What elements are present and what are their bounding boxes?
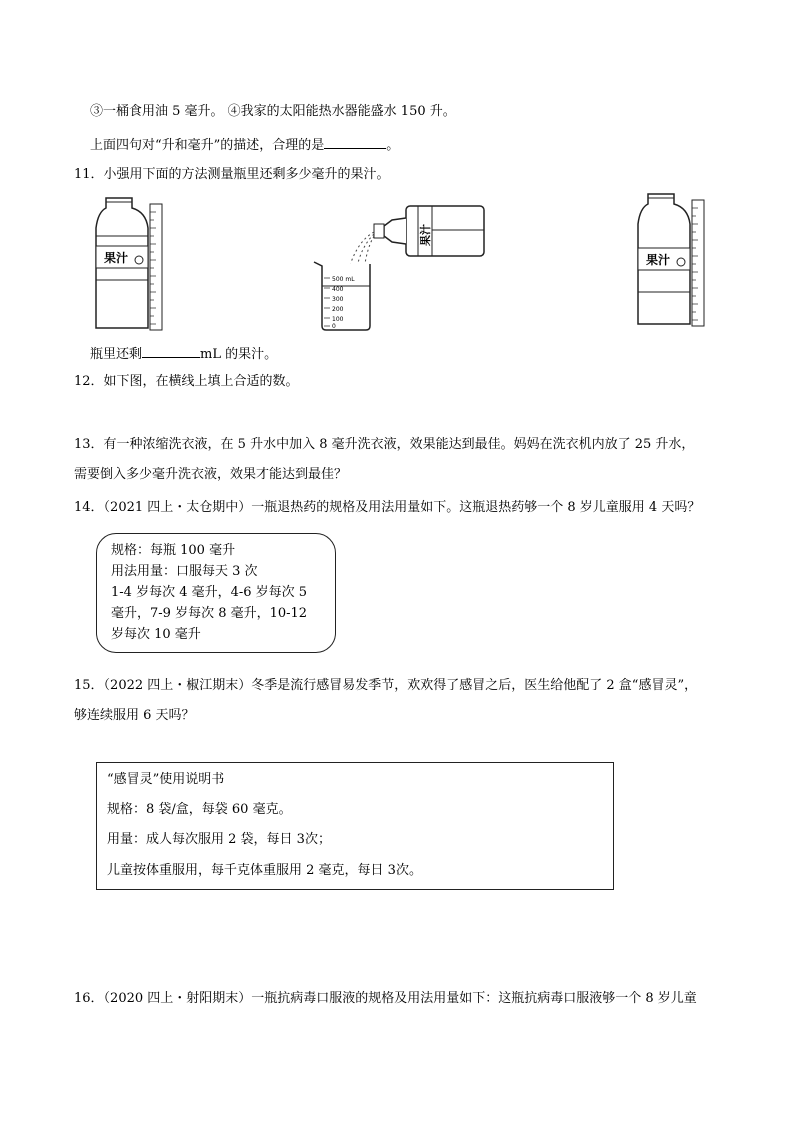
q11-answer-blank[interactable] xyxy=(142,343,200,358)
q14-box-line: 用法用量：口服每天 3 次 xyxy=(111,564,258,579)
q10-prompt-text: 上面四句对“升和毫升”的描述，合理的是 xyxy=(90,138,325,153)
q15-box-line: 规格：8 袋/盒，每袋 60 毫克。 xyxy=(107,802,292,817)
bottle-label-1: 果汁 xyxy=(104,251,129,265)
q15-box-title: “感冒灵”使用说明书 xyxy=(107,772,225,787)
q13-line-2: 需要倒入多少毫升洗衣液，效果才能达到最佳？ xyxy=(74,467,348,482)
q10-answer-blank[interactable] xyxy=(324,134,386,149)
q11-answer-unit: mL 的果汁。 xyxy=(200,347,278,362)
q15-box-line: 儿童按体重服用，每千克体重服用 2 毫克，每日 3次。 xyxy=(107,863,422,878)
q10-prompt-end: 。 xyxy=(386,138,400,153)
q13-line-1: 13．有一种浓缩洗衣液，在 5 升水中加入 8 毫升洗衣液，效果能达到最佳。妈妈在洗衣机内放了 25 升水， xyxy=(74,437,695,452)
q11-answer-text: 瓶里还剩 xyxy=(90,347,143,362)
q12-question: 12．如下图，在横线上填上合适的数。 xyxy=(74,374,299,389)
ruler-2 xyxy=(692,200,704,326)
q14-spec-box xyxy=(96,533,336,653)
q15-line-2: 够连续服用 6 天吗？ xyxy=(74,708,195,723)
q14-box-line: 规格：每瓶 100 毫升 xyxy=(111,543,236,558)
q14-box-line: 1-4 岁每次 4 毫升，4-6 岁每次 5 xyxy=(111,585,308,600)
beaker-scale-300: 300 xyxy=(332,296,344,303)
beaker-scale-500: 500 mL xyxy=(332,276,355,283)
bottle-label-2: 果汁 xyxy=(419,224,432,246)
juice-bottle-remaining-figure xyxy=(634,194,714,328)
bottle-label-3: 果汁 xyxy=(646,253,671,267)
beaker-scale-200: 200 xyxy=(332,306,344,313)
pouring-beaker-figure xyxy=(312,204,490,332)
q15-instruction-box xyxy=(96,762,614,890)
q16-line-1: 16．（2020 四上・射阳期末）一瓶抗病毒口服液的规格及用法用量如下：这瓶抗病毒口服液够一个 8 岁儿童 xyxy=(74,991,697,1006)
q10-prompt xyxy=(90,134,399,155)
q14-box-line: 岁每次 10 毫升 xyxy=(111,627,201,642)
ruler-1 xyxy=(150,204,162,330)
q15-box-line: 用量：成人每次服用 2 袋，每日 3次； xyxy=(107,832,331,847)
beaker-scale-400: 400 xyxy=(332,286,344,293)
q14-question: 14．（2021 四上・太仓期中）一瓶退热药的规格及用法用量如下。这瓶退热药够一个 8 岁儿童服用 4 天吗？ xyxy=(74,500,701,515)
q11-answer-line xyxy=(90,343,277,364)
beaker-scale-0: 0 xyxy=(332,323,336,330)
q11-question: 11．小强用下面的方法测量瓶里还剩多少毫升的果汁。 xyxy=(74,167,390,182)
juice-bottle-full-figure xyxy=(92,198,172,332)
beaker-scale-100: 100 xyxy=(332,316,344,323)
q10-options-line: ③一桶食用油 5 毫升。 ④我家的太阳能热水器能盛水 150 升。 xyxy=(90,104,456,119)
q15-line-1: 15．（2022 四上・椒江期末）冬季是流行感冒易发季节，欢欢得了感冒之后，医生给他配了 2 盒“感冒灵”， xyxy=(74,678,698,693)
q14-box-line: 毫升，7-9 岁每次 8 毫升，10-12 xyxy=(111,606,308,621)
